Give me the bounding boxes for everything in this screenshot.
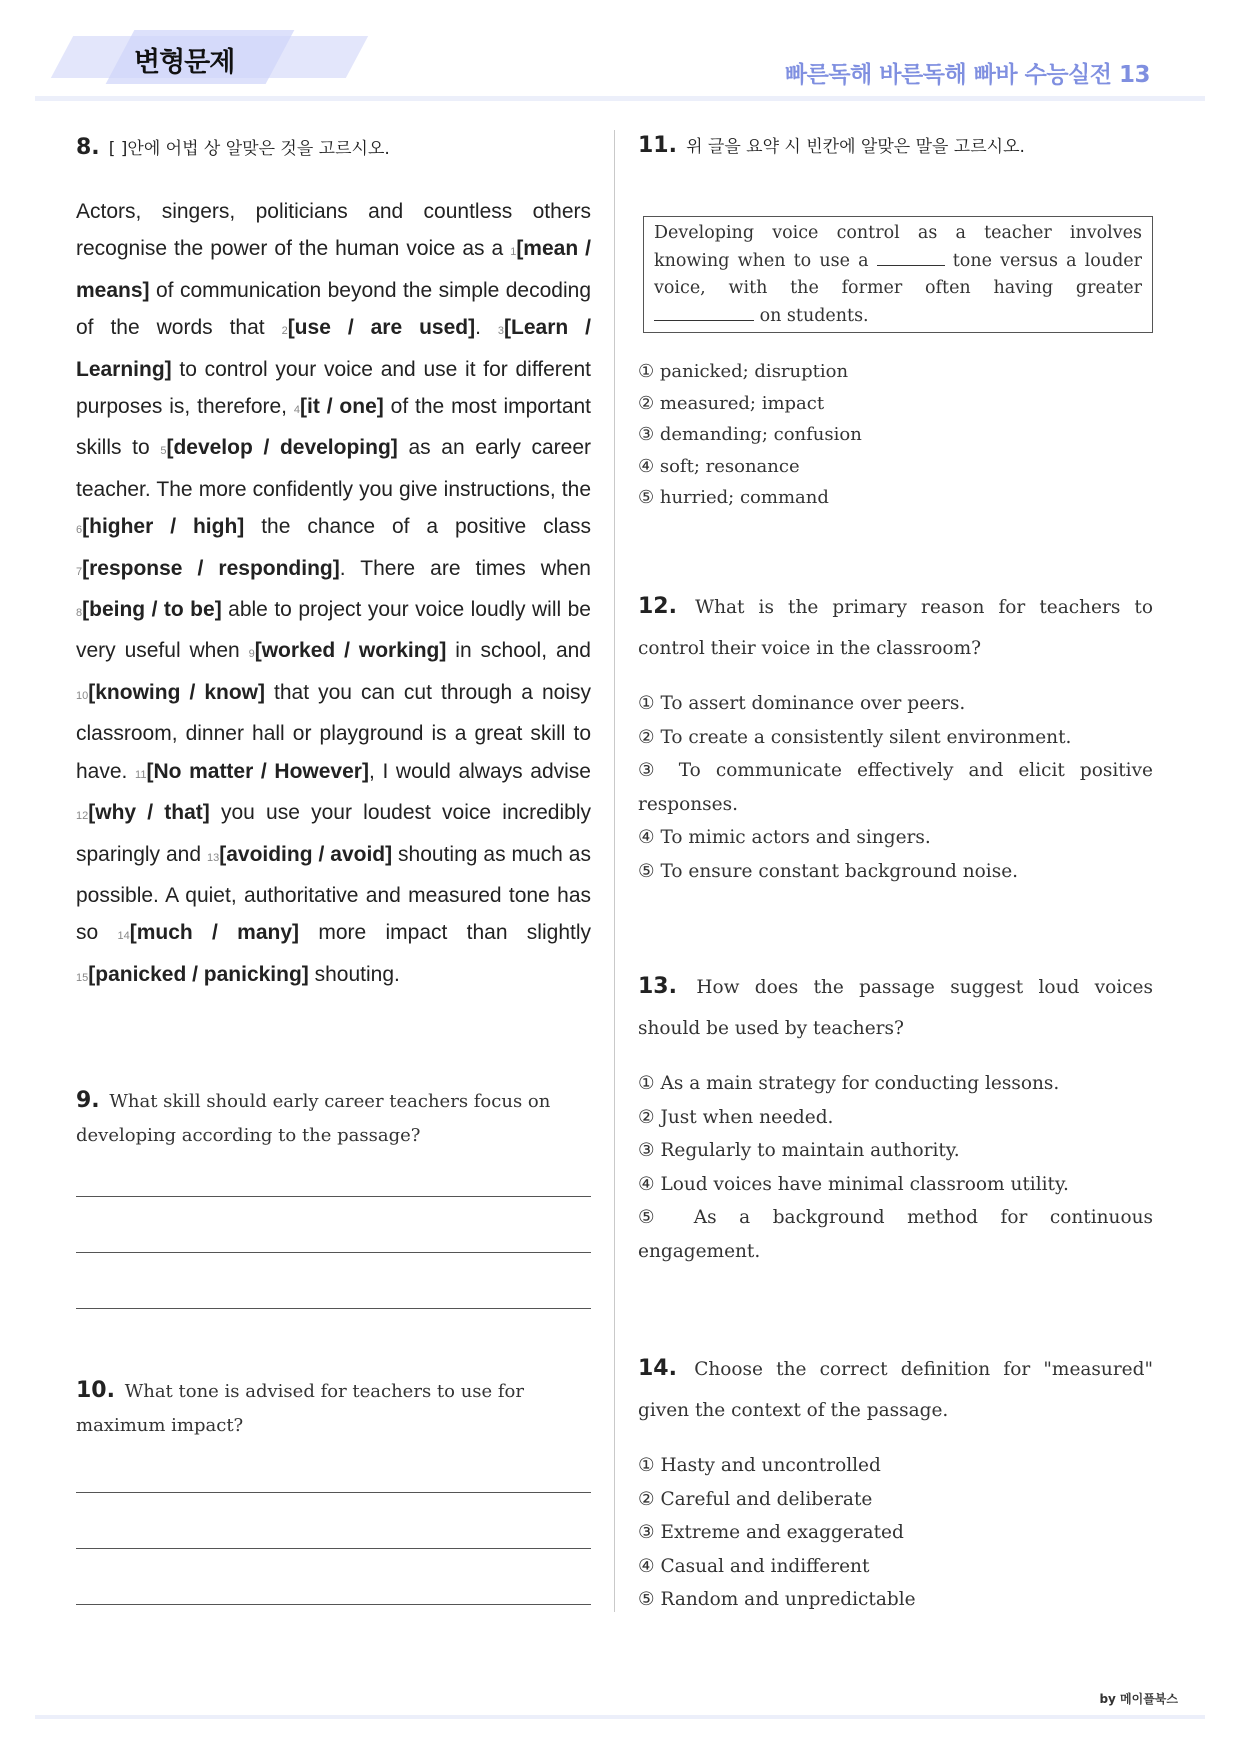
summary-blank-b[interactable] <box>654 306 754 321</box>
option-5[interactable]: ⑤ As a background method for continuous engagement. <box>638 1207 1153 1262</box>
blank-number: 7 <box>76 565 83 578</box>
blank-number: 10 <box>76 689 89 702</box>
question-11-options <box>638 356 1153 514</box>
grammar-choice-11[interactable]: [No matter / However] <box>146 759 369 783</box>
question-text: What tone is advised for teachers to use for maximum impact? <box>76 1381 524 1436</box>
question-13 <box>638 966 1153 1268</box>
blank-number: 14 <box>117 930 130 943</box>
question-number: 12. <box>638 594 677 619</box>
grammar-choice-12[interactable]: [why / that] <box>88 801 210 825</box>
answer-line[interactable] <box>76 1604 591 1605</box>
passage-text: shouting as much as possible. A quiet, authoritative and measured tone has so <box>76 842 591 945</box>
question-9-prompt <box>76 1084 591 1153</box>
option-4[interactable]: ④ soft; resonance <box>638 455 800 477</box>
summary-text-2: tone versus a louder voice, with the former often having greater <box>654 250 1142 298</box>
blank-number: 3 <box>497 325 505 338</box>
option-3[interactable]: ③ Extreme and exaggerated <box>638 1522 904 1543</box>
blank-number: 2 <box>281 325 288 338</box>
answer-line[interactable] <box>76 1252 591 1253</box>
passage-text: you use your loudest voice incredibly sparingly and <box>76 801 591 866</box>
blank-number: 12 <box>76 810 89 823</box>
header-tab-title: 변형문제 <box>134 47 235 78</box>
question-12 <box>638 586 1153 888</box>
grammar-passage <box>76 193 591 997</box>
option-2[interactable]: ② Just when needed. <box>638 1106 834 1128</box>
passage-text: able to project your voice loudly will be very useful when <box>76 598 591 663</box>
option-4[interactable]: ④ To mimic actors and singers. <box>638 827 931 848</box>
footer-credit: by 메이플북스 <box>1099 1692 1178 1706</box>
question-number: 9. <box>76 1088 100 1113</box>
answer-line[interactable] <box>76 1196 591 1197</box>
question-text: How does the passage suggest loud voices should be used by teachers? <box>638 977 1153 1039</box>
grammar-choice-7[interactable]: [response / responding] <box>82 556 340 580</box>
option-5[interactable]: ⑤ To ensure constant background noise. <box>638 860 1019 882</box>
blank-number: 9 <box>248 648 255 661</box>
passage-text: , I would always advise <box>368 759 591 783</box>
passage-text: shouting. <box>308 962 400 986</box>
header-divider <box>35 96 1205 101</box>
question-10-prompt <box>76 1374 591 1443</box>
passage-text: . <box>475 316 498 340</box>
passage-text: of the most important skills to <box>76 395 592 460</box>
option-5[interactable]: ⑤ Random and unpredictable <box>638 1589 916 1610</box>
question-instruction: 위 글을 요약 시 빈칸에 알맞은 말을 고르시오. <box>686 137 1025 157</box>
blank-number: 8 <box>76 607 83 620</box>
passage-text: Actors, singers, politicians and countless others recognise the power of the human voice as a <box>76 200 591 261</box>
column-divider <box>614 130 615 1612</box>
option-3[interactable]: ③ Regularly to maintain authority. <box>638 1140 960 1161</box>
blank-number: 6 <box>76 524 83 537</box>
option-2[interactable]: ② Careful and deliberate <box>638 1488 873 1510</box>
question-13-prompt <box>638 966 1153 1049</box>
grammar-choice-8[interactable]: [being / to be] <box>82 598 222 622</box>
passage-text: that you can cut through a noisy classroom, dinner hall or playground is a great skill to have. <box>76 680 591 783</box>
option-2[interactable]: ② measured; impact <box>638 392 825 414</box>
passage-text: to control your voice and use it for different purposes is, therefore, <box>76 357 591 419</box>
question-instruction: [ ]안에 어법 상 알맞은 것을 고르시오. <box>108 139 390 159</box>
grammar-choice-13[interactable]: [avoiding / avoid] <box>219 842 393 866</box>
grammar-choice-1[interactable]: [mean / means] <box>76 237 591 302</box>
question-number: 10. <box>76 1378 115 1403</box>
series-title: 빠른독해 바른독해 빠바 수능실전 13 <box>784 62 1150 88</box>
question-text: What is the primary reason for teachers to control their voice in the classroom? <box>638 597 1153 659</box>
grammar-choice-2[interactable]: [use / are used] <box>287 316 476 340</box>
question-number: 8. <box>76 135 100 160</box>
question-10 <box>76 1374 591 1604</box>
option-1[interactable]: ① To assert dominance over peers. <box>638 693 966 714</box>
question-8-header <box>76 134 591 160</box>
passage-text: in school, and <box>446 639 591 663</box>
grammar-choice-10[interactable]: [knowing / know] <box>88 680 265 704</box>
question-14-prompt <box>638 1348 1153 1431</box>
grammar-choice-15[interactable]: [panicked / panicking] <box>88 962 309 986</box>
summary-blank-a[interactable] <box>877 251 945 266</box>
grammar-choice-14[interactable]: [much / many] <box>129 921 300 945</box>
answer-line[interactable] <box>76 1548 591 1549</box>
answer-line[interactable] <box>76 1308 591 1309</box>
grammar-choice-4[interactable]: [it / one] <box>300 395 384 419</box>
blank-number: 13 <box>206 851 220 864</box>
question-text: What skill should early career teachers focus on developing according to the passage? <box>76 1091 551 1146</box>
option-1[interactable]: ① panicked; disruption <box>638 361 849 382</box>
answer-line[interactable] <box>76 1492 591 1493</box>
option-4[interactable]: ④ Casual and indifferent <box>638 1555 870 1577</box>
option-1[interactable]: ① As a main strategy for conducting lessons. <box>638 1073 1060 1094</box>
option-2[interactable]: ② To create a consistently silent environment. <box>638 726 1072 748</box>
question-11-header <box>638 132 1153 158</box>
option-3[interactable]: ③ To communicate effectively and elicit positive responses. <box>638 760 1153 815</box>
question-text: Choose the correct definition for "measured" given the context of the passage. <box>638 1359 1153 1421</box>
option-3[interactable]: ③ demanding; confusion <box>638 424 862 445</box>
footer-divider <box>35 1715 1205 1719</box>
question-14 <box>638 1348 1153 1617</box>
question-number: 14. <box>638 1356 677 1381</box>
grammar-choice-6[interactable]: [higher / high] <box>82 515 245 539</box>
blank-number: 1 <box>510 246 517 259</box>
passage-text: the chance of a positive class <box>244 515 591 539</box>
passage-text: of communication beyond the simple decoding of the words that <box>76 278 591 340</box>
blank-number: 5 <box>160 445 167 458</box>
question-12-prompt <box>638 586 1153 669</box>
option-5[interactable]: ⑤ hurried; command <box>638 487 829 508</box>
question-number: 11. <box>638 133 677 158</box>
summary-box <box>643 216 1153 333</box>
question-12-options <box>638 687 1153 888</box>
summary-text-1: Developing voice control as a teacher involves knowing when to use a <box>654 223 1142 271</box>
option-4[interactable]: ④ Loud voices have minimal classroom utility. <box>638 1173 1069 1195</box>
passage-text: as an early career teacher. The more confidently you give instructions, the <box>76 436 591 501</box>
passage-text: . There are times when <box>339 556 591 580</box>
option-1[interactable]: ① Hasty and uncontrolled <box>638 1455 881 1476</box>
grammar-choice-3[interactable]: [Learn / Learning] <box>76 316 591 381</box>
blank-number: 15 <box>76 971 89 984</box>
question-14-options <box>638 1449 1153 1617</box>
question-number: 13. <box>638 974 677 999</box>
blank-number: 11 <box>135 768 147 781</box>
grammar-choice-9[interactable]: [worked / working] <box>254 639 447 663</box>
question-9 <box>76 1084 591 1314</box>
question-13-options <box>638 1067 1153 1268</box>
blank-number: 4 <box>293 404 301 417</box>
grammar-choice-5[interactable]: [develop / developing] <box>166 436 398 460</box>
passage-text: more impact than slightly <box>299 921 591 945</box>
summary-text-3: on students. <box>754 305 869 326</box>
